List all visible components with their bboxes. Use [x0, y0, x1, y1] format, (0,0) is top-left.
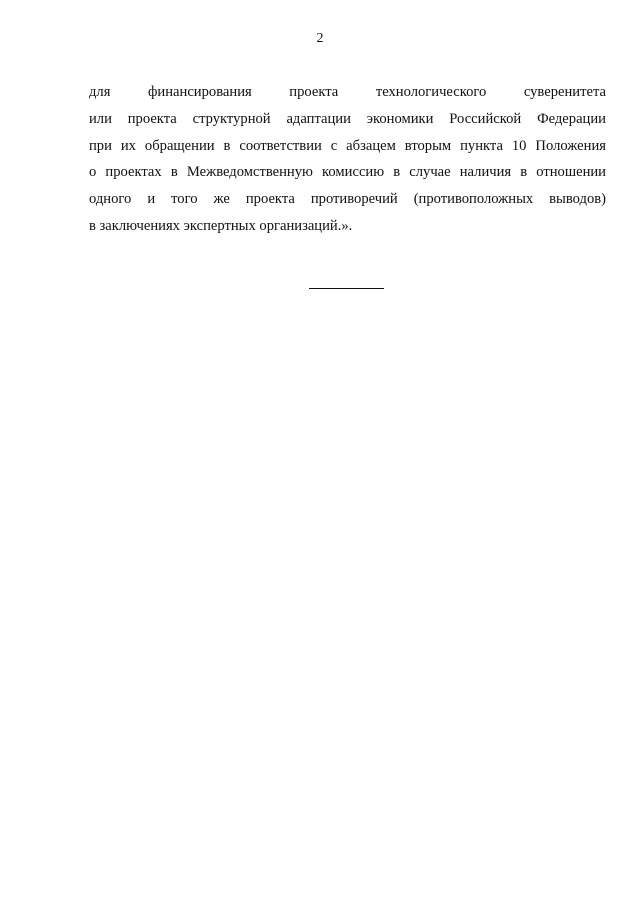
paragraph-line-4: о проектах в Межведомственную комиссию в случае наличия в отношении — [89, 164, 606, 181]
page-number: 2 — [316, 31, 324, 46]
end-separator-line — [309, 288, 384, 289]
body-paragraph — [89, 79, 606, 240]
paragraph-line-5: одного и того же проекта противоречий (противоположных выводов) — [89, 191, 606, 208]
paragraph-line-1: для финансирования проекта технологического суверенитета — [89, 84, 606, 100]
paragraph-line-3: при их обращении в соответствии с абзацем вторым пункта 10 Положения — [89, 137, 606, 154]
paragraph-line-2: или проекта структурной адаптации экономики Российской Федерации — [89, 110, 606, 127]
paragraph-line-6: в заключениях экспертных организаций.». — [89, 217, 353, 234]
